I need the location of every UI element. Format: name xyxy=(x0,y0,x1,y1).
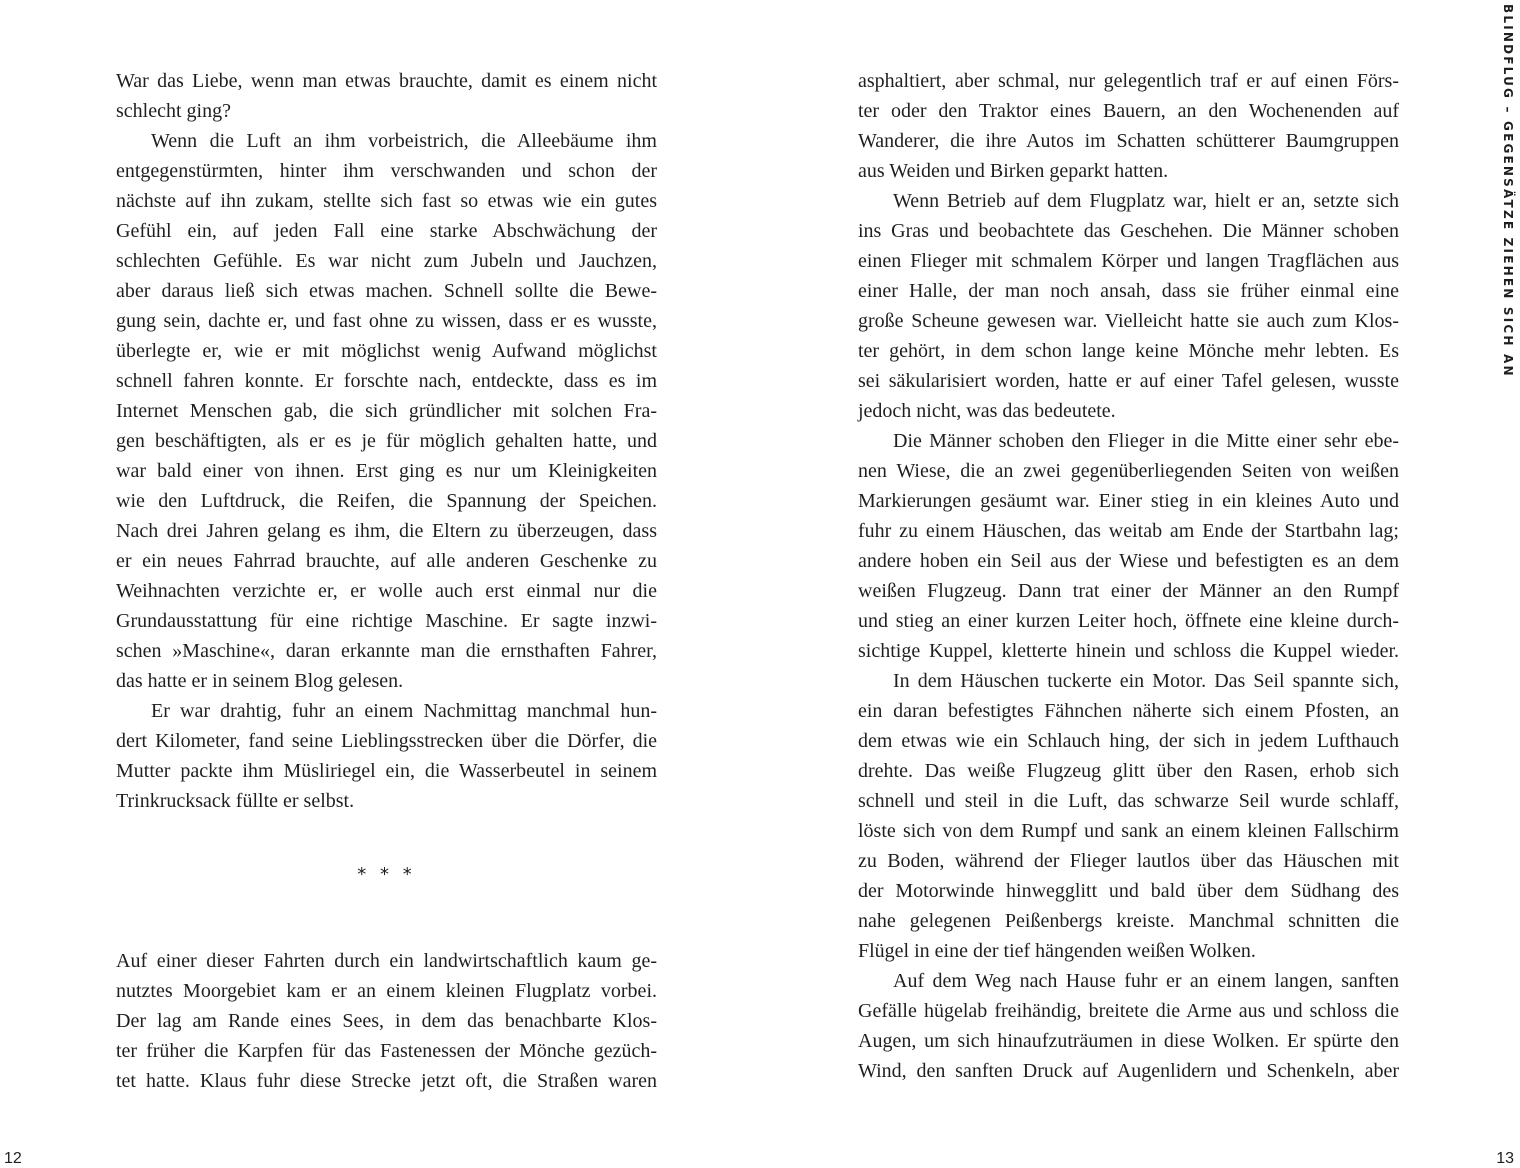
text-line: Augen, um sich hinaufzuträumen in diese Wolken. Er spürte den xyxy=(858,1030,1399,1052)
text-line: aus Weiden und Birken geparkt hatten. xyxy=(858,160,1169,182)
text-line: Wenn die Luft an ihm vorbeistrich, die Alleebäume ihm xyxy=(151,130,657,152)
paragraph xyxy=(858,666,1399,966)
paragraph xyxy=(858,426,1399,666)
text-line: gen beschäftigten, als er es je für möglich gehalten hatte, und xyxy=(116,430,657,452)
text-line: er ein neues Fahrrad brauchte, auf alle anderen Geschenke zu xyxy=(116,550,657,572)
text-line: Auf einer dieser Fahrten durch ein landwirtschaftlich kaum ge- xyxy=(116,950,657,972)
text-line: gung sein, dachte er, und fast ohne zu wissen, dass er es wusste, xyxy=(116,310,657,332)
text-line: Gefühl ein, auf jeden Fall eine starke Abschwächung der xyxy=(116,220,657,242)
paragraph xyxy=(858,66,1399,186)
text-line: drehte. Das weiße Flugzeug glitt über den Rasen, erhob sich xyxy=(858,760,1399,782)
text-line: In dem Häuschen tuckerte ein Motor. Das Seil spannte sich, xyxy=(893,670,1399,692)
text-line: asphaltiert, aber schmal, nur gelegentlich traf er auf einen Förs- xyxy=(858,70,1399,92)
text-line: große Scheune gewesen war. Vielleicht hatte sie auch zum Klos- xyxy=(858,310,1399,332)
page-number-right: 13 xyxy=(1496,1150,1514,1167)
text-line: aber daraus ließ sich etwas machen. Schnell sollte die Bewe- xyxy=(116,280,657,302)
text-line: ter gehört, in dem schon lange keine Mönche mehr lebten. Es xyxy=(858,340,1399,362)
text-line: Weihnachten verzichte er, er wolle auch erst einmal nur die xyxy=(116,580,657,602)
text-line: wie den Luftdruck, die Reifen, die Spannung der Speichen. xyxy=(116,490,657,512)
text-line: Der lag am Rande eines Sees, in dem das benachbarte Klos- xyxy=(116,1010,657,1032)
text-line: fuhr zu einem Häuschen, das weitab am Ende der Startbahn lag; xyxy=(858,520,1399,542)
text-line: sichtige Kuppel, kletterte hinein und schloss die Kuppel wieder. xyxy=(858,640,1399,662)
text-line: Markierungen gesäumt war. Einer stieg in ein kleines Auto und xyxy=(858,490,1399,512)
text-line: Internet Menschen gab, die sich gründlicher mit solchen Fra- xyxy=(116,400,657,422)
text-line: der Motorwinde hinwegglitt und bald über dem Südhang des xyxy=(858,880,1399,902)
text-line: Flügel in eine der tief hängenden weißen Wolken. xyxy=(858,940,1256,962)
text-line: entgegenstürmten, hinter ihm verschwanden und schon der xyxy=(116,160,657,182)
text-line: schnell fahren konnte. Er forschte nach, entdeckte, dass es im xyxy=(116,370,657,392)
text-line: Wind, den sanften Druck auf Augenlidern und Schenkeln, aber xyxy=(858,1060,1399,1082)
text-line: Grundausstattung für eine richtige Maschine. Er sagte inzwi- xyxy=(116,610,657,632)
text-line: Mutter packte ihm Müsliriegel ein, die Wasserbeutel in seinem xyxy=(116,760,657,782)
paragraph xyxy=(858,966,1399,1086)
text-line: nen Wiese, die an zwei gegenüberliegenden Seiten von weißen xyxy=(858,460,1399,482)
text-line: schlecht ging? xyxy=(116,100,231,122)
text-line: ter früher die Karpfen für das Fastenessen der Mönche gezüch- xyxy=(116,1040,657,1062)
text-line: Gefälle hügelab freihändig, breitete die Arme aus und schloss die xyxy=(858,1000,1399,1022)
text-line: zu Boden, während der Flieger lautlos über das Häuschen mit xyxy=(858,850,1399,872)
text-line: das hatte er in seinem Blog gelesen. xyxy=(116,670,404,692)
text-line: Er war drahtig, fuhr an einem Nachmittag manchmal hun- xyxy=(151,700,657,722)
page-number-left: 12 xyxy=(4,1150,22,1167)
running-head xyxy=(1497,4,1517,384)
paragraph xyxy=(116,126,657,696)
text-line: löste sich von dem Rumpf und sank an einem kleinen Fallschirm xyxy=(858,820,1399,842)
text-line: ins Gras und beobachtete das Geschehen. Die Männer schoben xyxy=(858,220,1399,242)
text-line: jedoch nicht, was das bedeutete. xyxy=(858,400,1116,422)
text-line: und stieg an einer kurzen Leiter hoch, öffnete eine kleine durch- xyxy=(858,610,1399,632)
right-page xyxy=(760,0,1520,1168)
section-divider: * * * xyxy=(357,864,416,885)
text-line: Auf dem Weg nach Hause fuhr er an einem langen, sanften xyxy=(893,970,1399,992)
text-line: Wenn Betrieb auf dem Flugplatz war, hielt er an, setzte sich xyxy=(893,190,1399,212)
text-line: war bald einer von ihnen. Erst ging es nur um Kleinigkeiten xyxy=(116,460,657,482)
text-line: ein daran befestigtes Fähnchen näherte sich einem Pfosten, an xyxy=(858,700,1399,722)
paragraph xyxy=(116,696,657,816)
text-line: Die Männer schoben den Flieger in die Mitte einer sehr ebe- xyxy=(893,430,1399,452)
text-line: dem etwas wie ein Schlauch hing, der sich in jedem Lufthauch xyxy=(858,730,1399,752)
text-line: War das Liebe, wenn man etwas brauchte, damit es einem nicht xyxy=(116,70,657,92)
running-head-text: BLINDFLUG – GEGENSÄTZE ZIEHEN SICH AN xyxy=(1501,4,1515,378)
text-line: nahe gelegenen Peißenbergs kreiste. Manchmal schnitten die xyxy=(858,910,1399,932)
text-line: ter oder den Traktor eines Bauern, an den Wochenenden auf xyxy=(858,100,1399,122)
left-text-column xyxy=(116,66,657,1096)
text-line: dert Kilometer, fand seine Lieblingsstrecken über die Dörfer, die xyxy=(116,730,657,752)
text-line: tet hatte. Klaus fuhr diese Strecke jetzt oft, die Straßen waren xyxy=(116,1070,657,1092)
text-line: einer Halle, der man noch ansah, dass sie früher einmal eine xyxy=(858,280,1399,302)
text-line: nächste auf ihn zukam, stellte sich fast so etwas wie ein gutes xyxy=(116,190,657,212)
text-line: weißen Flugzeug. Dann trat einer der Männer an den Rumpf xyxy=(858,580,1399,602)
text-line: schlechten Gefühle. Es war nicht zum Jubeln und Jauchzen, xyxy=(116,250,657,272)
text-line: sei säkularisiert worden, hatte er auf einer Tafel gelesen, wusste xyxy=(858,370,1399,392)
text-line: Wanderer, die ihre Autos im Schatten schütterer Baumgruppen xyxy=(858,130,1399,152)
text-line: einen Flieger mit schmalem Körper und langen Tragflächen aus xyxy=(858,250,1399,272)
paragraph xyxy=(116,946,657,1096)
text-line: schen »Maschine«, daran erkannte man die ernsthaften Fahrer, xyxy=(116,640,657,662)
paragraph xyxy=(116,66,657,126)
text-line: überlegte er, wie er mit möglichst wenig Aufwand möglichst xyxy=(116,340,657,362)
text-line: andere hoben ein Seil aus der Wiese und befestigten es an dem xyxy=(858,550,1399,572)
right-text-column xyxy=(858,66,1399,1086)
text-line: schnell und steil in die Luft, das schwarze Seil wurde schlaff, xyxy=(858,790,1399,812)
paragraph xyxy=(858,186,1399,426)
text-line: nutztes Moorgebiet kam er an einem kleinen Flugplatz vorbei. xyxy=(116,980,657,1002)
text-line: Nach drei Jahren gelang es ihm, die Eltern zu überzeugen, dass xyxy=(116,520,657,542)
text-line: Trinkrucksack füllte er selbst. xyxy=(116,790,355,812)
